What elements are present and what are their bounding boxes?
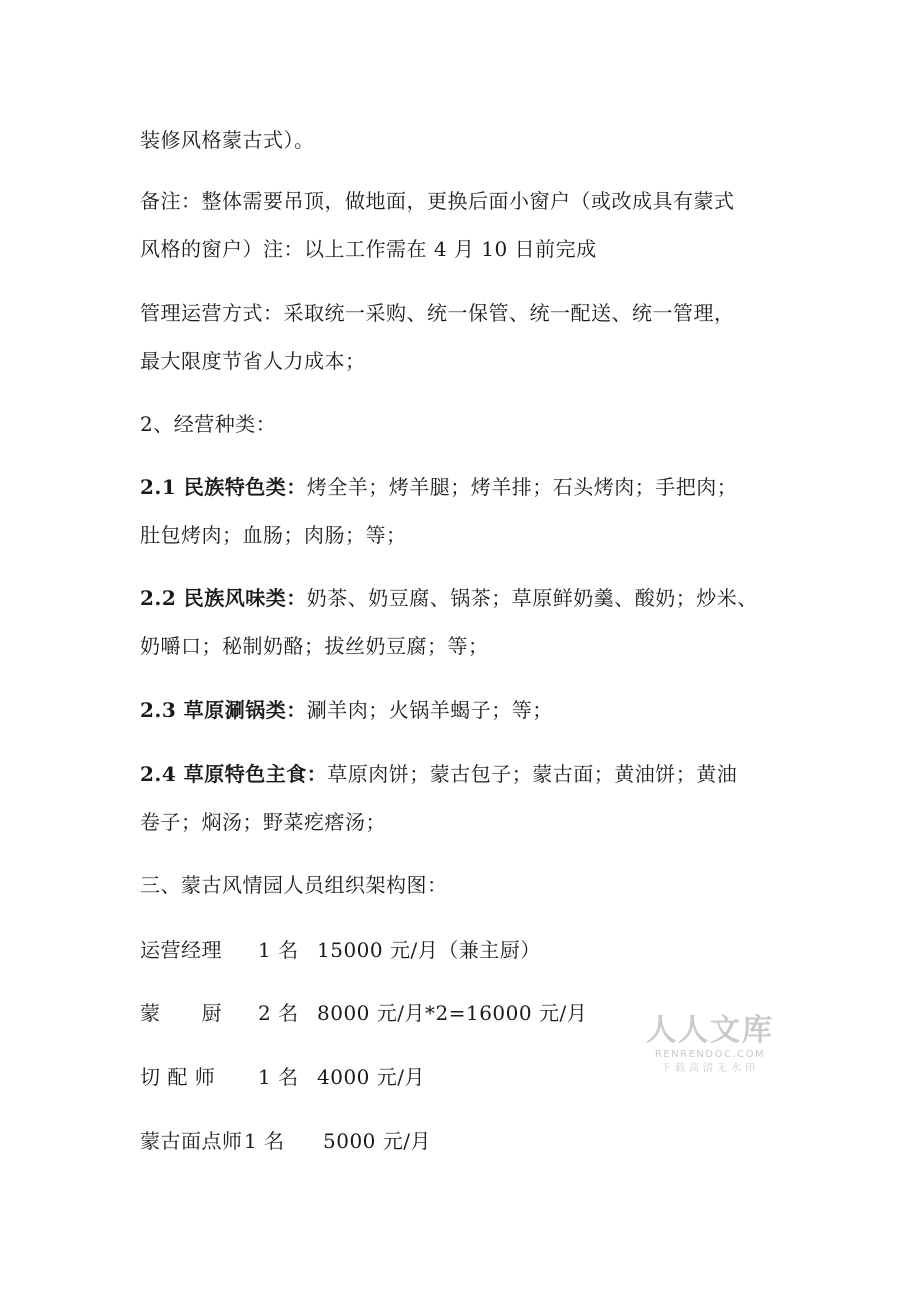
staff-role: 切 配 师 [140,1065,216,1089]
paragraph-management-line-2: 最大限度节省人力成本； [140,349,366,373]
staff-count: 2 名 [258,1001,299,1025]
category-2-2-line-2: 奶嚼口；秘制奶酪；拔丝奶豆腐；等； [140,634,489,658]
paragraph-decoration-style: 装修风格蒙古式）。 [140,128,315,152]
category-2-1-label: 2.1 民族特色类： [140,475,307,499]
staff-role: 蒙 厨 [140,1001,222,1025]
category-2-3-label: 2.3 草原涮锅类： [140,698,307,722]
category-2-1-line-2: 肚包烤肉；血肠；肉肠；等； [140,523,407,547]
staff-salary: 8000 元/月*2=16000 元/月 [317,1001,588,1025]
staff-count: 1 名 [258,938,299,962]
category-2-4-text-a: 草原肉饼；蒙古包子；蒙古面；黄油饼；黄油 [327,762,738,786]
staff-salary: 15000 元/月（兼主厨） [317,938,541,962]
category-2-2-label: 2.2 民族风味类： [140,586,307,610]
staff-count: 1 名 [244,1129,285,1153]
watermark-subtitle: 下载高清无水印 [661,1063,759,1074]
watermark-url: RENRENDOC.COM [654,1049,766,1060]
staff-salary: 4000 元/月 [317,1065,425,1089]
staff-role: 运营经理 [140,938,222,962]
watermark-logo [640,1014,780,1076]
category-2-2-text-a: 奶茶、奶豆腐、锅茶；草原鲜奶羹、酸奶；炒米、 [306,586,758,610]
paragraph-note-line-2: 风格的窗户）注：以上工作需在 4 月 10 日前完成 [140,237,597,261]
category-2-1-text-a: 烤全羊；烤羊腿；烤羊排；石头烤肉；手把肉； [306,475,738,499]
category-2-1-line-1 [140,474,737,500]
category-2-3-text-a: 涮羊肉；火锅羊蝎子；等； [306,698,553,722]
staff-role: 蒙古面点师 [140,1129,243,1153]
category-2-4-line-1 [140,761,737,787]
watermark-title: 人人文库 [646,1013,774,1048]
category-2-4-line-2: 卷子；焖汤；野菜疙瘩汤； [140,810,386,834]
staff-count: 1 名 [258,1065,299,1089]
staff-row [140,1128,740,1154]
category-2-4-label: 2.4 草原特色主食： [140,762,328,786]
paragraph-management-line-1: 管理运营方式：采取统一采购、统一保管、统一配送、统一管理， [140,301,735,325]
heading-org-chart: 三、蒙古风情园人员组织架构图： [140,873,448,897]
staff-salary: 5000 元/月 [323,1129,431,1153]
heading-business-types: 2、经营种类： [140,412,277,436]
paragraph-note-line-1: 备注：整体需要吊顶，做地面，更换后面小窗户（或改成具有蒙式 [140,189,735,213]
category-2-2-line-1 [140,585,758,611]
category-2-3-line-1 [140,697,553,723]
staff-row [140,937,740,963]
